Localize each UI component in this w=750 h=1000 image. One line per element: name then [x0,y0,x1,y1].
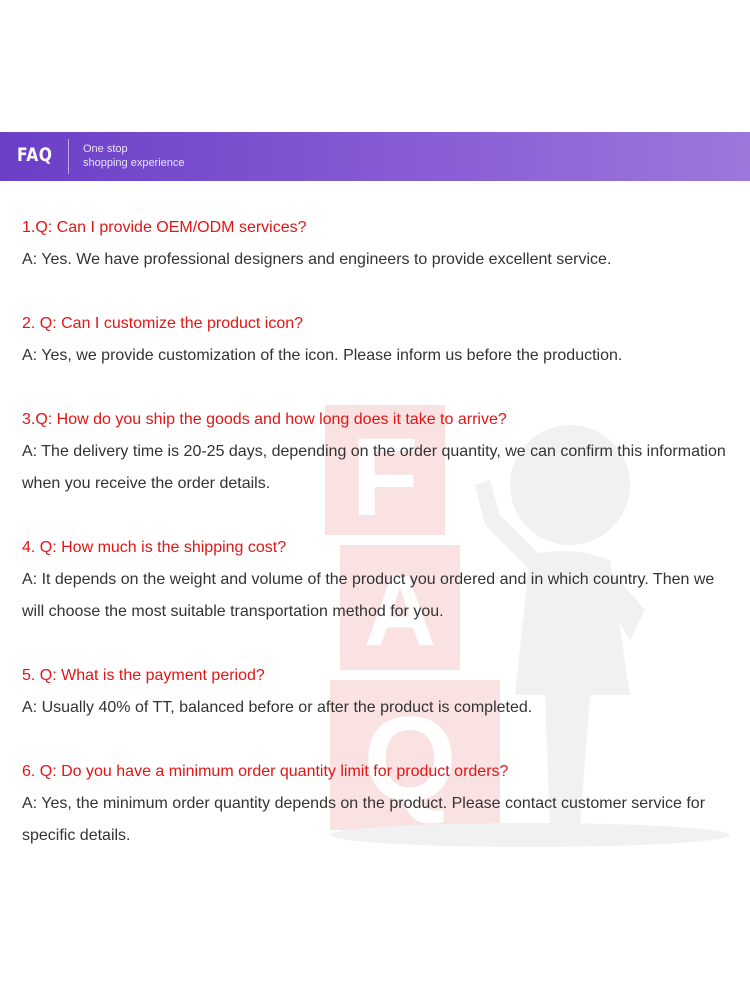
banner-title: FAQ [17,144,53,166]
faq-question: 4. Q: How much is the shipping cost? [22,539,287,556]
faq-item [22,308,737,372]
faq-item [22,532,737,628]
banner-subtitle-line2: shopping experience [83,157,185,169]
faq-question: 1.Q: Can I provide OEM/ODM services? [22,219,307,236]
faq-list [22,212,737,884]
banner-divider [68,139,69,174]
faq-answer: A: It depends on the weight and volume of the product you ordered and in which country. Then we will choose the most suitable transportation method for you. [22,571,715,620]
faq-answer: A: Yes, we provide customization of the icon. Please inform us before the production. [22,347,623,364]
faq-question: 2. Q: Can I customize the product icon? [22,315,304,332]
faq-item [22,756,737,852]
banner-subtitle [83,142,185,170]
faq-answer: A: The delivery time is 20-25 days, depending on the order quantity, we can confirm this information when you receive the order details. [22,443,726,492]
faq-question: 6. Q: Do you have a minimum order quantity limit for product orders? [22,763,509,780]
cube-letter-f: F [351,416,419,539]
faq-item [22,660,737,724]
cube-letter-q: Q [363,692,457,826]
faq-answer: A: Yes, the minimum order quantity depends on the product. Please contact customer service for specific details. [22,795,706,844]
faq-item [22,404,737,500]
faq-question: 3.Q: How do you ship the goods and how long does it take to arrive? [22,411,507,428]
faq-question: 5. Q: What is the payment period? [22,667,265,684]
faq-item [22,212,737,276]
faq-answer: A: Usually 40% of TT, balanced before or after the product is completed. [22,699,533,716]
banner-subtitle-line1: One stop [83,143,128,155]
faq-banner [0,132,750,181]
faq-answer: A: Yes. We have professional designers and engineers to provide excellent service. [22,251,612,268]
cube-letter-a: A [363,555,437,667]
